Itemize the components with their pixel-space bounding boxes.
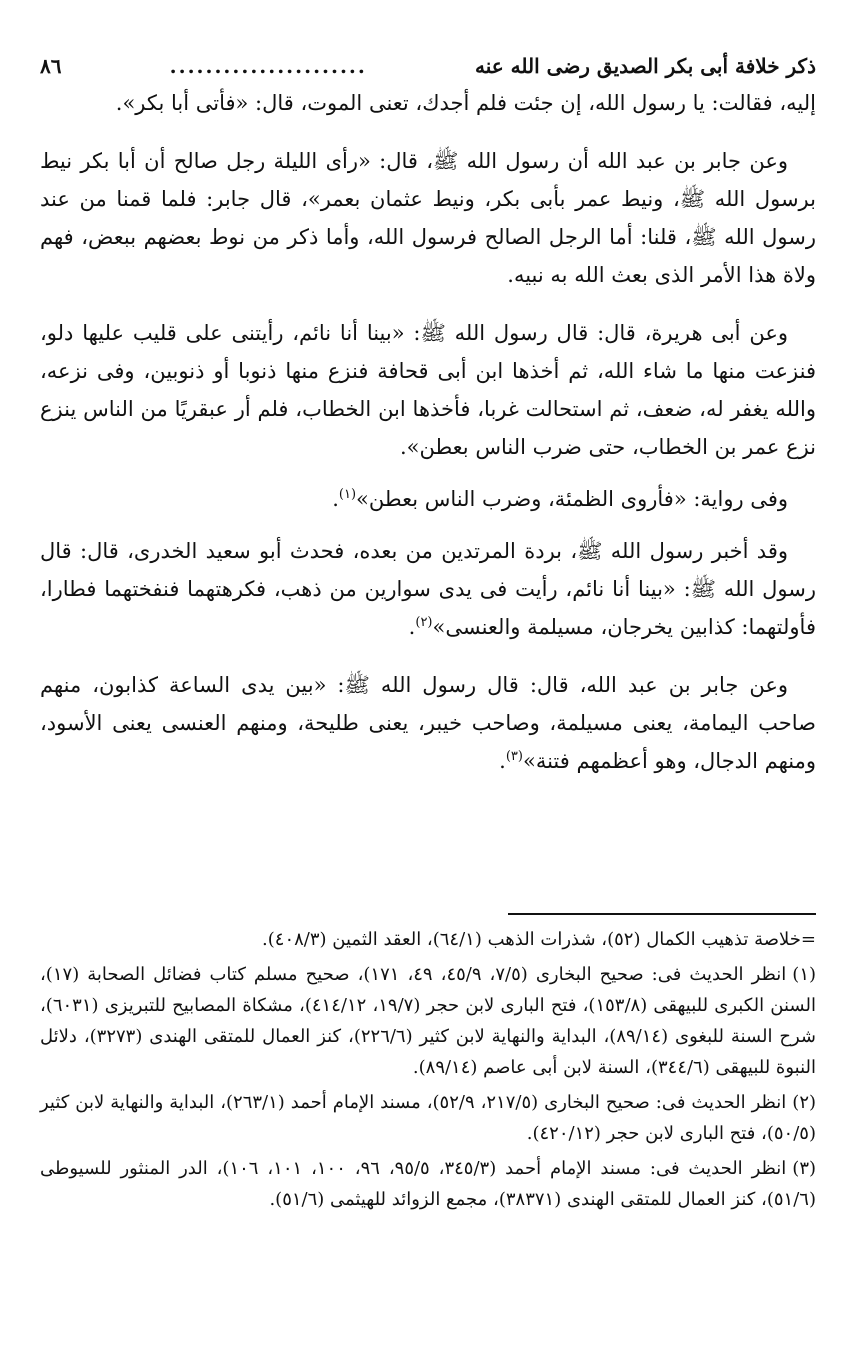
paragraph: وفى رواية: «فأروى الظمئة، وضرب الناس بعطن»$^{(١)}$.	[332, 487, 788, 511]
footnote-continuation: =خلاصة تذهيب الكمال (٥٢)، شذرات الذهب (٦٤/١)، العقد الثمين (٤٠٨/٣).	[262, 929, 816, 950]
footnote-number: (٣)	[792, 1158, 817, 1179]
paragraph: وعن جابر بن عبد الله، قال: قال رسول الله ﷺ: «بين يدى الساعة كذابون، منهم صاحب اليمامة، يعنى مسيلمة، وصاحب خيبر، يعنى طليحة، ومنهم العنسى يعنى الأسود، ومنهم الدجال، وهو أعظمهم فتنة»$^{(٣)}$.	[40, 673, 816, 773]
paragraph-text: وعن جابر بن عبد الله، قال: قال رسول الله ﷺ: «بين يدى الساعة كذابون، منهم صاحب اليمامة، يعنى مسيلمة، وصاحب خيبر، يعنى طليحة، ومنهم العنسى يعنى الأسود، ومنهم الدجال، وهو أعظمهم فتنة»	[40, 673, 816, 773]
page-number: ٨٦	[40, 54, 62, 78]
footnotes	[40, 924, 816, 1219]
footnote-ref: (٢)	[415, 615, 433, 630]
footnote-ref: (٣)	[505, 749, 523, 764]
leader-dots: ......................	[169, 54, 367, 78]
footnote-text: انظر الحديث فى: صحيح البخارى (٢١٧/٥، ٥٢/٩)، مسند الإمام أحمد (٢٦٣/١)، البداية والنهاية لابن كثير (٥٠/٥)، فتح البارى لابن حجر (٤٢٠/١٢).	[40, 1092, 816, 1144]
footnote	[40, 1087, 816, 1149]
paragraph-text: وفى رواية: «فأروى الظمئة، وضرب الناس بعطن»	[356, 487, 788, 511]
paragraph: إليه، فقالت: يا رسول الله، إن جئت فلم أجدك، تعنى الموت، قال: «فأتى أبا بكر».	[115, 91, 816, 115]
paragraph: وقد أخبر رسول الله ﷺ، بردة المرتدين من بعده، فحدث أبو سعيد الخدرى، قال: قال رسول الله ﷺ: «بينا أنا نائم، رأيت فى يدى سوارين من ذهب، فكرهتهما فنفختهما فطارا، فأولتهما: كذابين يخرجان، مسيلمة والعنسى»$^{(٢)}$.	[40, 539, 816, 639]
footnote-text: انظر الحديث فى: صحيح البخارى (٧/٥، ٤٥/٩، ٤٩، ١٧١)، صحيح مسلم كتاب فضائل الصحابة (١٧)، السنن الكبرى للبيهقى (١٥٣/٨)، فتح البارى لابن حجر (١٩/٧، ٤١٤/١٢)، مشكاة المصابيح للتبريزى (٦٠٣١)، شرح السنة للبغوى (٨٩/١٤)، البداية والنهاية لابن كثير (٢٢٦/٦)، كنز العمال للمتقى الهندى (٣٢٧٣)، دلائل النبوة للبيهقى (٣٤٤/٦)، السنة لابن أبى عاصم (٨٩/١٤).	[40, 964, 816, 1078]
footnote-text: انظر الحديث فى: مسند الإمام أحمد (٣٤٥/٣، ٩٥/٥، ٩٦، ١٠٠، ١٠١، ١٠٦)، الدر المنثور للسيوطى (٥١/٦)، كنز العمال للمتقى الهندى (٣٨٣٧١)، مجمع الزوائد للهيثمى (٥١/٦).	[40, 1158, 816, 1210]
footnote-number: (١)	[792, 964, 817, 985]
main-text	[40, 84, 816, 780]
book-page	[40, 50, 817, 1210]
paragraph: وعن أبى هريرة، قال: قال رسول الله ﷺ: «بينا أنا نائم، رأيتنى على قليب عليها دلو، فنزعت منها ما شاء الله، ثم أخذها ابن أبى قحافة فنزع منها ذنوبا أو ذنوبين، وفى نزعه، والله يغفر له، ضعف، ثم استحالت غربا، فأخذها ابن الخطاب، فلم أر عبقريًا من الناس ينزع نزع عمر بن الخطاب، حتى ضرب الناس بعطن».	[40, 321, 816, 459]
footnote-number: (٢)	[792, 1092, 817, 1113]
footnote	[40, 1153, 816, 1215]
footnote	[40, 959, 816, 1083]
footnote-ref: (١)	[338, 487, 357, 502]
footnote-separator	[508, 913, 816, 915]
paragraph: وعن جابر بن عبد الله أن رسول الله ﷺ، قال: «رأى الليلة رجل صالح أن أبا بكر نيط برسول الله ﷺ، ونيط عمر بأبى بكر، ونيط عثمان بعمر»، قال جابر: فلما قمنا من عند رسول الله ﷺ، قلنا: أما الرجل الصالح فرسول الله، وأما ذكر من نوط بعضهم ببعض، فهم ولاة هذا الأمر الذى بعث الله به نبيه.	[40, 149, 816, 287]
paragraph-text: وقد أخبر رسول الله ﷺ، بردة المرتدين من بعده، فحدث أبو سعيد الخدرى، قال: قال رسول الله ﷺ: «بينا أنا نائم، رأيت فى يدى سوارين من ذهب، فكرهتهما فنفختهما فطارا، فأولتهما: كذابين يخرجان، مسيلمة والعنسى»	[40, 539, 816, 639]
running-head	[40, 50, 816, 82]
chapter-title: ذكر خلافة أبى بكر الصديق رضى الله عنه	[475, 54, 816, 78]
